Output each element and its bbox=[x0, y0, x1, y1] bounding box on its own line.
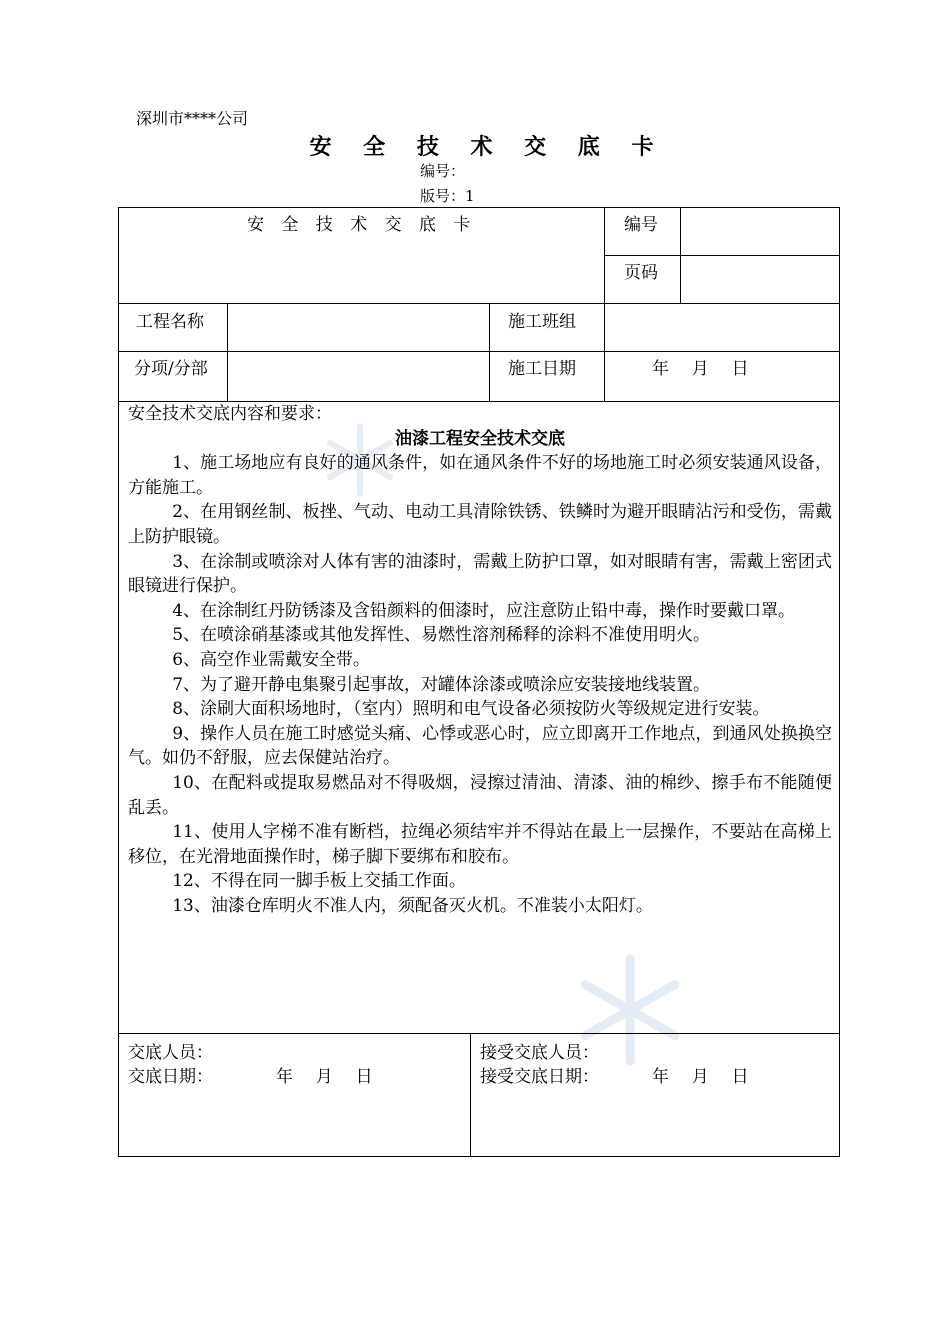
number-label: 编号 bbox=[624, 215, 658, 235]
receiver-date-value: 年 月 日 bbox=[652, 1067, 749, 1087]
document-title: 安 全 技 术 交 底 卡 bbox=[309, 134, 666, 160]
company-name: 深圳市****公司 bbox=[136, 109, 249, 128]
project-name-label: 工程名称 bbox=[136, 312, 204, 332]
document-number-label: 编号： bbox=[420, 162, 466, 180]
construction-team-label: 施工班组 bbox=[508, 312, 576, 332]
briefing-content bbox=[128, 402, 832, 918]
briefing-receiver-label: 接受交底人员： bbox=[480, 1043, 599, 1063]
subitem-label: 分项/分部 bbox=[134, 359, 208, 379]
content-heading: 油漆工程安全技术交底 bbox=[395, 428, 565, 449]
content-item: 3、在涂制或喷涂对人体有害的油漆时，需戴上防护口罩，如对眼睛有害，需戴上密团式眼镜进行保护。 bbox=[128, 551, 832, 597]
content-item: 11、使用人字梯不准有断档，拉绳必须结牢并不得站在最上一层操作，不要站在高梯上移位，在光滑地面操作时，梯子脚下要绑布和胶布。 bbox=[128, 822, 832, 867]
content-item: 8、涂刷大面积场地时，（室内）照明和电气设备必须按防火等级规定进行安装。 bbox=[172, 699, 770, 720]
content-item: 13、油漆仓库明火不准人内，须配备灭火机。不准装小太阳灯。 bbox=[172, 895, 653, 916]
briefing-giver-label: 交底人员： bbox=[128, 1043, 213, 1063]
document-version-label: 版号：1 bbox=[420, 187, 475, 205]
page-label: 页码 bbox=[624, 263, 658, 283]
content-item: 12、不得在同一脚手板上交插工作面。 bbox=[172, 871, 466, 892]
briefing-date-value: 年 月 日 bbox=[276, 1067, 373, 1087]
content-item: 2、在用钢丝制、板挫、气动、电动工具清除铁锈、铁鳞时为避开眼睛沾污和受伤，需戴上防护眼镜。 bbox=[128, 502, 832, 547]
construction-date-label: 施工日期 bbox=[508, 359, 576, 379]
card-title: 安 全 技 术 交 底 卡 bbox=[247, 215, 477, 235]
content-intro: 安全技术交底内容和要求： bbox=[128, 404, 332, 424]
receiver-date-label: 接受交底日期： bbox=[480, 1067, 599, 1087]
construction-date-value: 年 月 日 bbox=[652, 359, 749, 379]
content-item: 7、为了避开静电集聚引起事故，对罐体涂漆或喷涂应安装接地线装置。 bbox=[172, 674, 711, 695]
content-item: 5、在喷涂硝基漆或其他发挥性、易燃性溶剂稀释的涂料不准使用明火。 bbox=[172, 625, 711, 646]
content-item: 10、在配料或提取易燃品对不得吸烟，浸擦过清油、清漆、油的棉纱、擦手布不能随便乱丢。 bbox=[128, 772, 832, 818]
content-item: 4、在涂制红丹防锈漆及含铅颜料的佃漆时，应注意防止铅中毒，操作时要戴口罩。 bbox=[172, 600, 796, 621]
content-item: 6、高空作业需戴安全带。 bbox=[172, 649, 371, 670]
briefing-date-label: 交底日期： bbox=[128, 1067, 213, 1087]
content-item: 1、施工场地应有良好的通风条件，如在通风条件不好的场地施工时必须安装通风设备，方能施工。 bbox=[128, 453, 832, 498]
content-item: 9、操作人员在施工时感觉头痛、心悸或恶心时，应立即离开工作地点，到通风处换换空气。如仍不舒服，应去保健站治疗。 bbox=[128, 723, 832, 769]
